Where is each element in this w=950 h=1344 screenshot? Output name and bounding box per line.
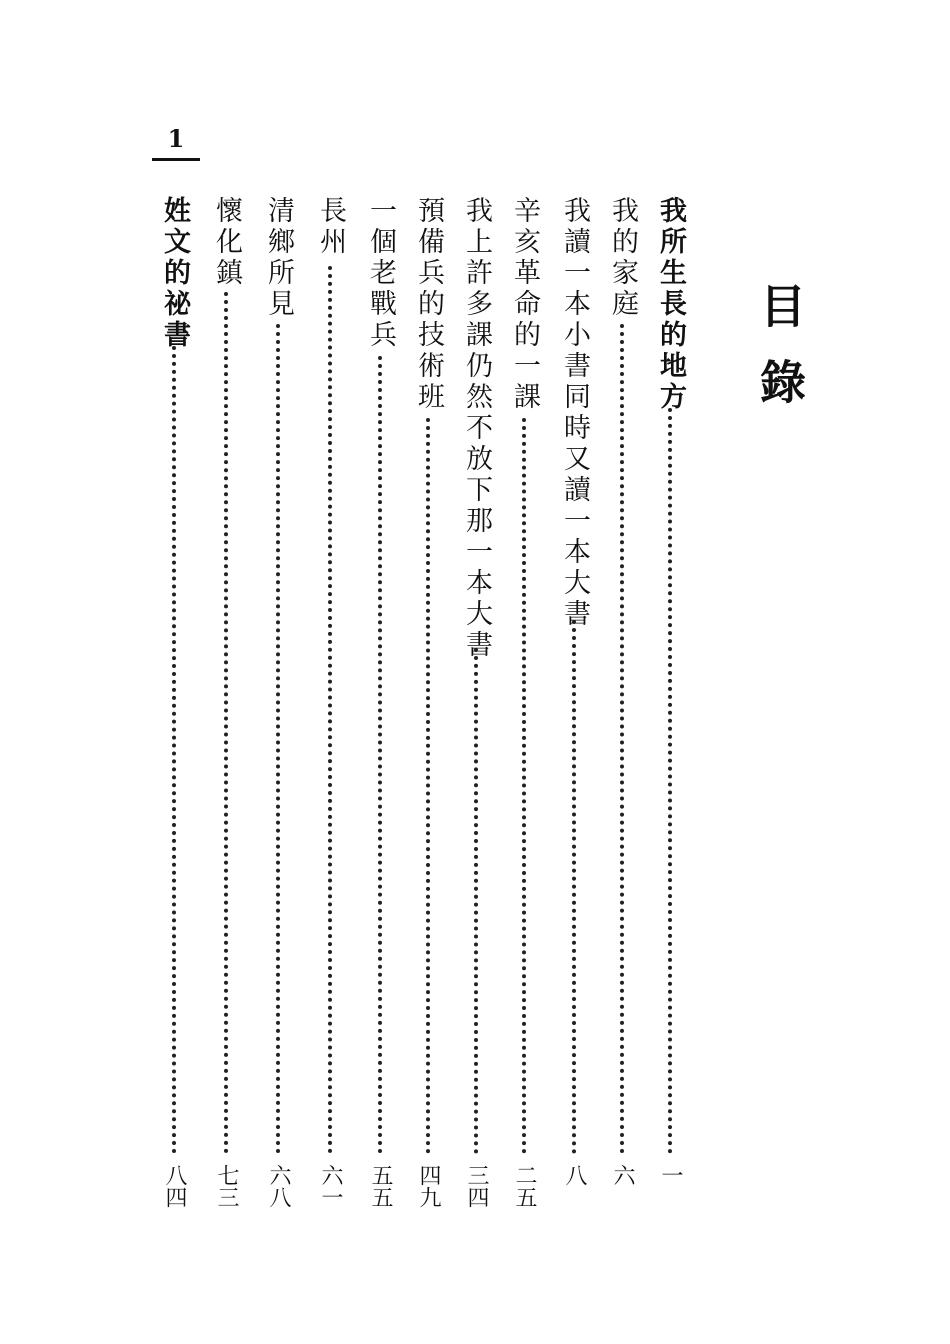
toc-entry: [310, 196, 350, 1216]
leader-dots: [522, 418, 530, 1154]
leader-dots: [668, 408, 676, 1154]
toc-entry: [504, 196, 544, 1216]
toc-entry-title: 預備兵的技術班: [413, 196, 444, 413]
toc-entry: [206, 196, 246, 1216]
toc-entry-page: 四九: [416, 1164, 441, 1208]
leader-dots: [328, 266, 336, 1154]
toc-entry: [154, 196, 194, 1216]
leader-dots: [378, 356, 386, 1154]
leader-dots: [426, 418, 434, 1154]
toc-entry: [602, 196, 642, 1216]
toc-entry-title: 姓文的祕書: [159, 196, 190, 351]
toc-entry-page: 七三: [214, 1164, 239, 1208]
toc-entry-title: 懷化鎮: [211, 196, 242, 289]
toc-entry-title: 長州: [315, 196, 346, 258]
toc-entry-title: 一個老戰兵: [365, 196, 396, 351]
toc-entry-page: 五五: [368, 1164, 393, 1208]
toc-heading: 目錄: [753, 282, 807, 434]
toc-entry-page: 一: [658, 1164, 683, 1186]
page-number-rule: [152, 158, 200, 161]
toc-entry: [554, 196, 594, 1216]
toc-entry-page: 六一: [318, 1164, 343, 1208]
leader-dots: [620, 324, 628, 1154]
toc-entry: [360, 196, 400, 1216]
leader-dots: [224, 292, 232, 1154]
toc-entry-page: 二五: [512, 1164, 537, 1208]
toc-entry-title: 我的家庭: [607, 196, 638, 320]
leader-dots: [276, 324, 284, 1154]
toc-entry-title: 我所生長的地方: [655, 196, 686, 413]
toc-entry-title: 清鄉所見: [263, 196, 294, 320]
toc-entry: [258, 196, 298, 1216]
toc-entry-page: 三四: [464, 1164, 489, 1208]
leader-dots: [474, 648, 482, 1154]
toc-entry: [408, 196, 448, 1216]
table-of-contents: [0, 196, 950, 1236]
page-number: 1: [167, 124, 185, 153]
toc-entry-title: 我上許多課仍然不放下那一本大書: [461, 196, 492, 661]
toc-entry: [456, 196, 496, 1216]
toc-entry: [650, 196, 690, 1216]
leader-dots: [172, 346, 180, 1154]
toc-entry-page: 六: [610, 1164, 635, 1186]
toc-entry-page: 八: [562, 1164, 587, 1186]
leader-dots: [572, 620, 580, 1154]
toc-entry-title: 我讀一本小書同時又讀一本大書: [559, 196, 590, 630]
toc-entry-page: 八四: [162, 1164, 187, 1208]
toc-entry-title: 辛亥革命的一課: [509, 196, 540, 413]
toc-entry-page: 六八: [266, 1164, 291, 1208]
